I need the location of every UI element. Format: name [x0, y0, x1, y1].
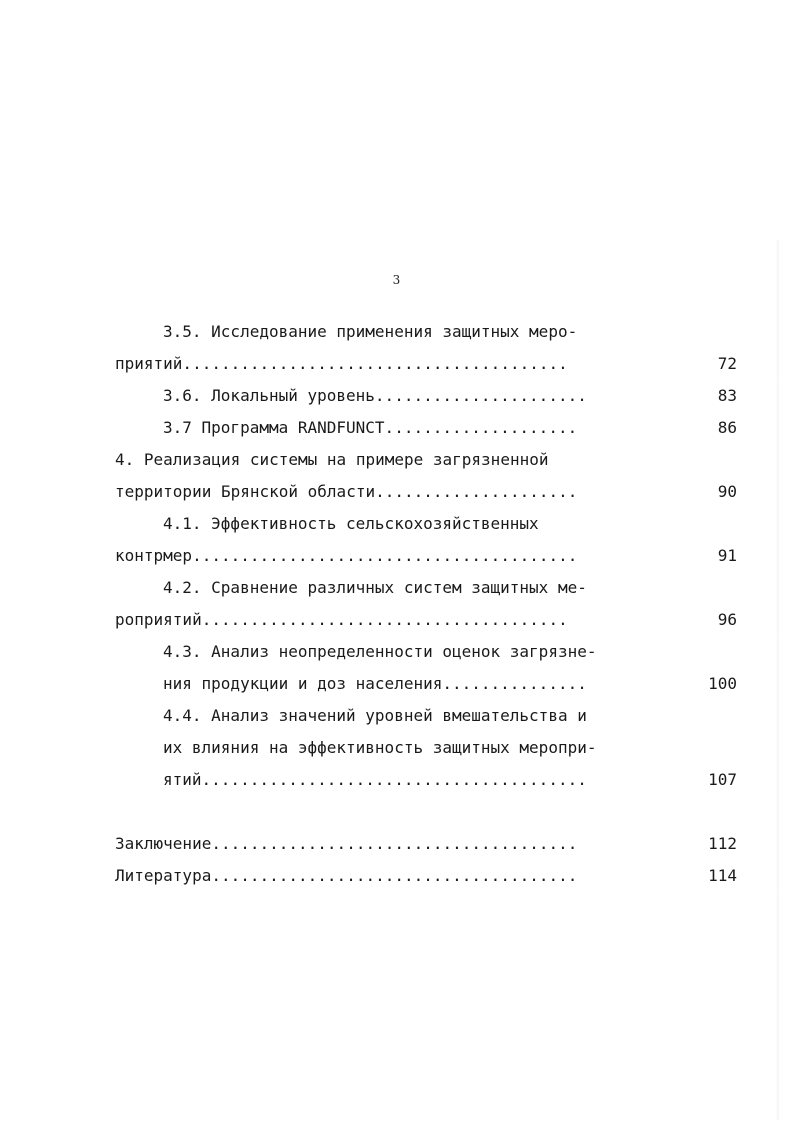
toc-entry-conclusion-page: 112: [708, 834, 737, 853]
toc-entry-3-5-line-2: приятий........................................: [115, 354, 568, 373]
toc-entry-4-1-line-1: 4.1. Эффективность сельскохозяйственных: [163, 514, 539, 533]
toc-entry-4-1-page: 91: [717, 546, 737, 565]
toc-entry-4-1-line-2: контрмер........................................: [115, 546, 578, 565]
toc-entry-4-line-2: территории Брянской области.....................: [115, 482, 578, 501]
toc-entry-literature-page: 114: [708, 866, 737, 885]
toc-entry-4-3-page: 100: [708, 674, 737, 693]
toc-entry-4-line-1: 4. Реализация системы на примере загрязненной: [115, 450, 549, 469]
toc-entry-3-5-page: 72: [717, 354, 737, 373]
toc-entry-4-4-page: 107: [708, 770, 737, 789]
toc-entry-conclusion: Заключение......................................: [115, 834, 578, 853]
toc-entry-4-3-line-1: 4.3. Анализ неопределенности оценок загрязне-: [163, 642, 597, 661]
toc-entry-4-2-page: 96: [717, 610, 737, 629]
toc-entry-4-4-line-3: ятий........................................: [163, 770, 587, 789]
toc-entry-4-page: 90: [717, 482, 737, 501]
page-number: 3: [392, 273, 401, 287]
scan-edge-shadow: [775, 240, 779, 1120]
toc-entry-3-6-line-1: 3.6. Локальный уровень......................: [163, 386, 587, 405]
toc-entry-4-2-line-1: 4.2. Сравнение различных систем защитных ме-: [163, 578, 587, 597]
toc-entry-3-6-page: 83: [717, 386, 737, 405]
toc-entry-3-5-line-1: 3.5. Исследование применения защитных меро-: [163, 322, 578, 341]
toc-entry-3-7-page: 86: [717, 418, 737, 437]
toc-entry-3-7-line-1: 3.7 Программа RANDFUNCT....................: [163, 418, 578, 437]
toc-entry-4-3-line-2: ния продукции и доз населения...............: [163, 674, 587, 693]
toc-entry-4-4-line-1: 4.4. Анализ значений уровней вмешательства и: [163, 706, 587, 725]
toc-entry-4-2-line-2: роприятий......................................: [115, 610, 568, 629]
toc-entry-literature: Литература......................................: [115, 866, 578, 885]
toc-entry-4-4-line-2: их влияния на эффективность защитных меропри-: [163, 738, 597, 757]
